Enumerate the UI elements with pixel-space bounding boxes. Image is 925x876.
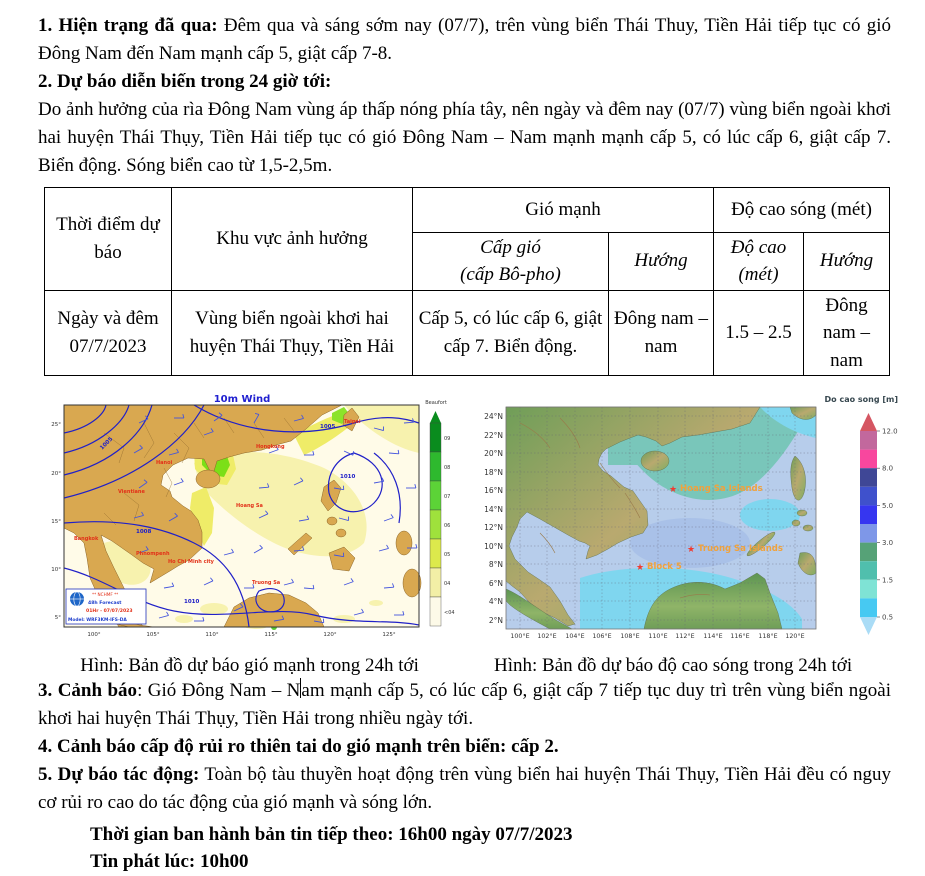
wave-map-image <box>460 393 900 646</box>
label-truongsa: Truong Sa <box>252 580 281 587</box>
label-hanoi: Hanoi <box>156 460 173 467</box>
svg-text:100°: 100° <box>87 632 101 639</box>
svg-text:20°: 20° <box>51 471 61 478</box>
next-bulletin-time: Thời gian ban hành bản tin tiếp theo: 16h00 ngày 07/7/2023 <box>90 823 573 845</box>
star-icon: ★ <box>636 563 645 574</box>
wind-map-image <box>44 393 456 646</box>
paragraph-5-lead: 5. Dự báo tác động: <box>38 764 200 786</box>
svg-text:2°N: 2°N <box>488 616 503 626</box>
th-wind-level: Cấp gió (cấp Bô-pho) <box>413 232 609 290</box>
svg-text:110°: 110° <box>205 632 219 639</box>
label-hongkong: Hongkong <box>256 444 285 451</box>
svg-text:6°N: 6°N <box>488 579 503 589</box>
svg-text:24°N: 24°N <box>484 412 503 422</box>
cell-wind-dir: Đông nam – nam <box>609 290 714 376</box>
wave-map-xticks <box>510 632 804 640</box>
label-block5: Block 5 <box>647 562 682 573</box>
label-hcmc: Ho Chi Minh city <box>168 559 214 566</box>
issue-time: Tin phát lúc: 10h00 <box>90 851 249 873</box>
svg-text:100°E: 100°E <box>510 633 530 641</box>
cell-wind-level: Cấp 5, có lúc cấp 6, giật cấp 7. Biển động. <box>413 290 609 376</box>
svg-text:105°: 105° <box>146 632 160 639</box>
svg-text:25°: 25° <box>51 422 61 429</box>
svg-text:08: 08 <box>444 465 451 472</box>
svg-text:0.5: 0.5 <box>882 613 894 622</box>
svg-text:04: 04 <box>444 581 451 588</box>
svg-text:09: 09 <box>444 436 451 443</box>
svg-text:1008: 1008 <box>136 529 152 536</box>
paragraph-1-lead: 1. Hiện trạng đã qua: <box>38 15 218 36</box>
svg-text:22°N: 22°N <box>484 431 503 441</box>
svg-text:06: 06 <box>444 523 451 530</box>
heading-4: 4. Cảnh báo cấp độ rủi ro thiên tai do gió mạnh trên biển: cấp 2. <box>38 736 559 758</box>
cell-time: Ngày và đêm 07/7/2023 <box>45 290 172 376</box>
svg-text:125°: 125° <box>382 632 396 639</box>
svg-text:20°N: 20°N <box>484 449 503 459</box>
paragraph-2: Do ảnh hưởng của rìa Đông Nam vùng áp thấp nóng phía tây, nên ngày và đêm nay (07/7) vùng biển ngoài khơi hai huyện Thái Thụy, Tiền Hải tiếp tục có gió Đông Nam – Nam mạnh mạnh cấp 5, có lúc cấp 6, giật cấp 7. Biển động. Sóng biển cao từ 1,5-2,5m. <box>38 98 891 176</box>
svg-text:12°N: 12°N <box>484 523 503 533</box>
label-hoangsa-islands: Hoang Sa Islands <box>680 484 763 495</box>
svg-text:Model: WRF3KM-IFS-DA: Model: WRF3KM-IFS-DA <box>68 618 127 624</box>
nchmf-box <box>66 589 146 624</box>
wave-legend-title: Do cao song [m] <box>824 395 898 405</box>
paragraph-1 <box>38 12 891 68</box>
svg-text:1010: 1010 <box>340 474 356 481</box>
paragraph-3-lead: 3. Cảnh báo <box>38 680 138 702</box>
svg-text:3.0: 3.0 <box>882 539 894 548</box>
th-wind-group: Gió mạnh <box>413 187 714 232</box>
svg-text:16°N: 16°N <box>484 486 503 496</box>
svg-text:112°E: 112°E <box>675 633 695 641</box>
heading-2: 2. Dự báo diễn biến trong 24 giờ tới: <box>38 70 332 92</box>
svg-text:4°N: 4°N <box>488 597 503 607</box>
paragraph-5: 5. Dự báo tác động: Toàn bộ tàu thuyền hoạt động trên vùng biển hai huyện Thái Thụy, Tiền Hải đều có nguy cơ rủi ro cao do tác động của gió mạnh và sóng lớn. <box>38 764 891 813</box>
table-row <box>45 290 890 376</box>
wind-map-figure <box>44 393 456 652</box>
svg-text:10°: 10° <box>51 567 61 574</box>
svg-text:01Hr - 07/07/2023: 01Hr - 07/07/2023 <box>86 609 133 615</box>
map-captions <box>44 655 891 677</box>
svg-text:5.0: 5.0 <box>882 502 894 511</box>
wind-map-title: 10m Wind <box>213 394 271 406</box>
svg-text:05: 05 <box>444 552 451 559</box>
svg-text:15°: 15° <box>51 519 61 526</box>
svg-text:18°N: 18°N <box>484 468 503 478</box>
paragraph-3: 3. Cảnh báo: Gió Đông Nam – Nam mạnh cấp 5, có lúc cấp 6, giật cấp 7 tiếp tục duy trì trên vùng biển ngoài khơi hai huyện Thái Thụy, Tiền Hải trong nhiều ngày tới. <box>38 680 892 730</box>
label-truongsa-islands: Truong Sa Islands <box>698 544 783 555</box>
cell-wave-dir: Đông nam – nam <box>804 290 890 376</box>
svg-text:104°E: 104°E <box>565 633 585 641</box>
label-taipei: Taipei <box>344 419 361 426</box>
svg-text:106°E: 106°E <box>592 633 612 641</box>
svg-text:110°E: 110°E <box>648 633 668 641</box>
svg-text:5°: 5° <box>54 615 61 622</box>
wave-map-caption: Hình: Bản đồ dự báo độ cao sóng trong 24h tới <box>494 655 853 677</box>
svg-text:102°E: 102°E <box>537 633 557 641</box>
svg-text:<04: <04 <box>444 610 455 617</box>
label-hoangsa: Hoang Sa <box>236 503 263 510</box>
cell-area: Vùng biển ngoài khơi hai huyện Thái Thụy, Tiền Hải <box>172 290 413 376</box>
svg-text:14°N: 14°N <box>484 505 503 515</box>
th-wave-dir: Hướng <box>804 232 890 290</box>
wind-map-caption: Hình: Bản đồ dự báo gió mạnh trong 24h tới <box>80 655 419 677</box>
label-phnompenh: Phnompenh <box>136 551 170 558</box>
th-wind-dir: Hướng <box>609 232 714 290</box>
star-icon: ★ <box>669 485 678 496</box>
svg-text:115°: 115° <box>264 632 278 639</box>
star-icon: ★ <box>687 545 696 556</box>
svg-text:1.5: 1.5 <box>882 576 894 585</box>
label-vientiane: Vientiane <box>118 489 145 496</box>
th-wave-height: Độ cao (mét) <box>714 232 804 290</box>
th-time: Thời điểm dự báo <box>45 187 172 290</box>
cell-wave-height: 1.5 – 2.5 <box>714 290 804 376</box>
svg-text:120°E: 120°E <box>785 633 805 641</box>
svg-text:12.0: 12.0 <box>882 427 898 436</box>
th-wave-group: Độ cao sóng (mét) <box>714 187 890 232</box>
svg-text:8°N: 8°N <box>488 560 503 570</box>
svg-text:1005: 1005 <box>99 436 115 452</box>
th-area: Khu vực ảnh hưởng <box>172 187 413 290</box>
svg-text:48h Forecast: 48h Forecast <box>88 601 122 607</box>
svg-text:Beaufort: Beaufort <box>425 400 447 407</box>
svg-text:120°: 120° <box>323 632 337 639</box>
svg-text:108°E: 108°E <box>620 633 640 641</box>
svg-text:10°N: 10°N <box>484 542 503 552</box>
paragraph-1-text: Đêm qua và sáng sớm nay (07/7), trên vùng biển Thái Thuy, Tiền Hải tiếp tục có gió Đông Nam đến Nam mạnh cấp 5, giật cấp 7-8. <box>38 15 891 64</box>
svg-text:116°E: 116°E <box>730 633 750 641</box>
wave-map-figure <box>460 393 900 652</box>
maps-row <box>44 393 898 652</box>
svg-text:8.0: 8.0 <box>882 464 894 473</box>
svg-text:114°E: 114°E <box>703 633 723 641</box>
svg-text:1010: 1010 <box>184 599 200 606</box>
label-bangkok: Bangkok <box>74 536 99 543</box>
forecast-table <box>44 187 890 377</box>
svg-text:118°E: 118°E <box>758 633 778 641</box>
svg-text:07: 07 <box>444 494 451 501</box>
svg-text:1005: 1005 <box>320 424 336 431</box>
svg-text:** NCHMF **: ** NCHMF ** <box>92 592 119 598</box>
